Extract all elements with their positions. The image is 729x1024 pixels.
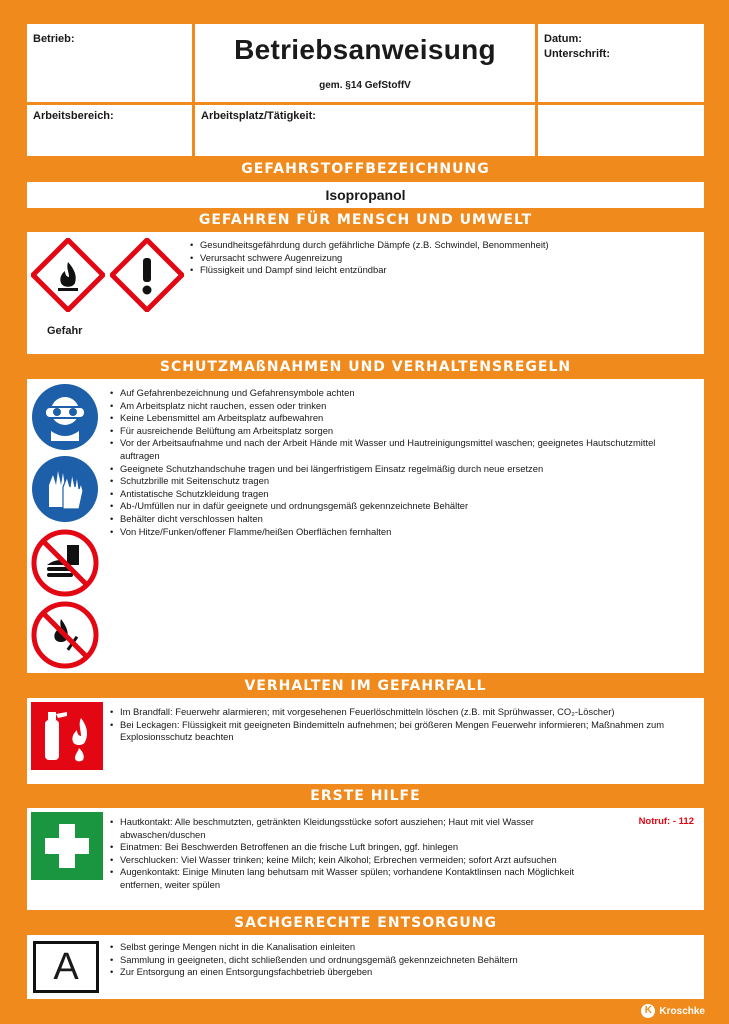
list-item: • Vor der Arbeitsaufnahme und nach der Arbeit Hände mit Wasser und Hautreinigungsmittel waschen; geeignetes Hautschutzmittel auftragen	[110, 437, 695, 462]
goggles-icon	[31, 383, 99, 456]
section-heading-entsorgung: SACHGERECHTE ENTSORGUNG	[234, 915, 497, 931]
page-subtitle: gem. §14 GefStoffV	[319, 80, 411, 91]
list-item: • Flüssigkeit und Dampf sind leicht entzündbar	[190, 264, 695, 277]
arbeitsplatz-label: Arbeitsplatz/Tätigkeit:	[201, 110, 316, 122]
gloves-icon	[31, 455, 99, 528]
no-food-drink-icon	[31, 529, 99, 602]
list-item: • Sammlung in geeigneten, dicht schließenden und ordnungsgemäß gekennzeichneten Behältern	[110, 954, 695, 967]
substance-name-panel	[27, 182, 704, 208]
list-item: • Für ausreichende Belüftung am Arbeitsplatz sorgen	[110, 425, 695, 438]
unterschrift-label: Unterschrift:	[544, 48, 611, 60]
list-item: • Zur Entsorgung an einen Entsorgungsfachbetrieb übergeben	[110, 966, 695, 979]
list-item: • Schutzbrille mit Seitenschutz tragen	[110, 475, 695, 488]
list-item: • Auf Gefahrenbezeichnung und Gefahrensymbole achten	[110, 387, 695, 400]
list-item: • Hautkontakt: Alle beschmutzten, getränkten Kleidungsstücke sofort ausziehen; Haut mit viel Wasser abwaschen/duschen	[110, 816, 615, 841]
list-item: • Geeignete Schutzhandschuhe tragen und bei längerfristigem Einsatz regelmäßig durch neue ersetzen	[110, 463, 695, 476]
gefahren-panel	[27, 232, 704, 354]
schutz-list	[110, 387, 695, 538]
schutz-panel	[27, 379, 704, 673]
list-item: • Antistatische Schutzkleidung tragen	[110, 488, 695, 501]
brand-name: Kroschke	[659, 1005, 705, 1017]
arbeitsbereich-label: Arbeitsbereich:	[33, 110, 114, 122]
first-aid-cross-icon	[31, 812, 103, 885]
header-cell-betrieb	[27, 24, 192, 102]
list-item: • Bei Leckagen: Flüssigkeit mit geeigneten Bindemitteln aufnehmen; bei größeren Mengen Feuerwehr informieren; Maßnahmen zum Explosionsschutz beachten	[110, 719, 695, 744]
gefahren-list	[190, 239, 695, 277]
list-item: • Augenkontakt: Einige Minuten lang behutsam mit Wasser spülen; vorhandene Kontaktlinsen nach Möglichkeit entfernen, weiter spülen	[110, 866, 615, 891]
betrieb-label: Betrieb:	[33, 33, 75, 45]
list-item: • Keine Lebensmittel am Arbeitsplatz aufbewahren	[110, 412, 695, 425]
fire-extinguisher-icon	[31, 702, 103, 775]
list-item: • Verursacht schwere Augenreizung	[190, 252, 695, 265]
substance-name: Isopropanol	[325, 187, 406, 203]
gefahrfall-list	[110, 706, 695, 744]
erstehilfe-list	[110, 816, 615, 892]
entsorgung-panel	[27, 935, 704, 999]
brand-logo	[641, 1004, 705, 1018]
brand-mark-icon: K	[641, 1004, 655, 1018]
disposal-letter: A	[53, 946, 79, 988]
header-cell-title	[195, 24, 535, 102]
page-title: Betriebsanweisung	[234, 34, 496, 65]
list-item: • Von Hitze/Funken/offener Flamme/heißen Oberflächen fernhalten	[110, 526, 695, 539]
section-heading-gefahren: GEFAHREN FÜR MENSCH UND UMWELT	[198, 212, 533, 228]
entsorgung-list	[110, 941, 695, 979]
list-item: • Im Brandfall: Feuerwehr alarmieren; mit vorgesehenen Feuerlöschmitteln löschen (z.B. mit Sprühwasser, CO₂-Löscher)	[110, 706, 695, 719]
header-cell-arbeitsplatz	[195, 105, 535, 156]
exclamation-ghs-icon	[110, 238, 184, 317]
list-item: • Am Arbeitsplatz nicht rauchen, essen oder trinken	[110, 400, 695, 413]
signal-word: Gefahr	[47, 325, 83, 337]
section-heading-gefahrfall: VERHALTEN IM GEFAHRFALL	[244, 678, 487, 694]
list-item: • Ab-/Umfüllen nur in dafür geeignete und ordnungsgemäß gekennzeichnete Behälter	[110, 500, 695, 513]
header-cell-empty	[538, 105, 704, 156]
section-heading-gefahrstoff: GEFAHRSTOFFBEZEICHNUNG	[241, 161, 490, 177]
no-open-flame-icon	[31, 601, 99, 674]
section-heading-schutz: SCHUTZMAßNAHMEN UND VERHALTENSREGELN	[159, 359, 572, 375]
list-item: • Selbst geringe Mengen nicht in die Kanalisation einleiten	[110, 941, 695, 954]
datum-label: Datum:	[544, 33, 582, 45]
list-item: • Einatmen: Bei Beschwerden Betroffenen an die frische Luft bringen, ggf. hinlegen	[110, 841, 615, 854]
section-heading-erstehilfe: ERSTE HILFE	[310, 788, 421, 804]
header-cell-datum	[538, 24, 704, 102]
notruf-text: Notruf: - 112	[638, 816, 694, 827]
header-cell-arbeitsbereich	[27, 105, 192, 156]
list-item: • Gesundheitsgefährdung durch gefährliche Dämpfe (z.B. Schwindel, Benommenheit)	[190, 239, 695, 252]
gefahrfall-panel	[27, 698, 704, 784]
disposal-letter-badge	[33, 941, 99, 993]
list-item: • Verschlucken: Viel Wasser trinken; keine Milch; kein Alkohol; Erbrechen vermeiden; sofort Arzt aufsuchen	[110, 854, 615, 867]
list-item: • Behälter dicht verschlossen halten	[110, 513, 695, 526]
flame-ghs-icon	[31, 238, 105, 317]
erstehilfe-panel	[27, 808, 704, 910]
